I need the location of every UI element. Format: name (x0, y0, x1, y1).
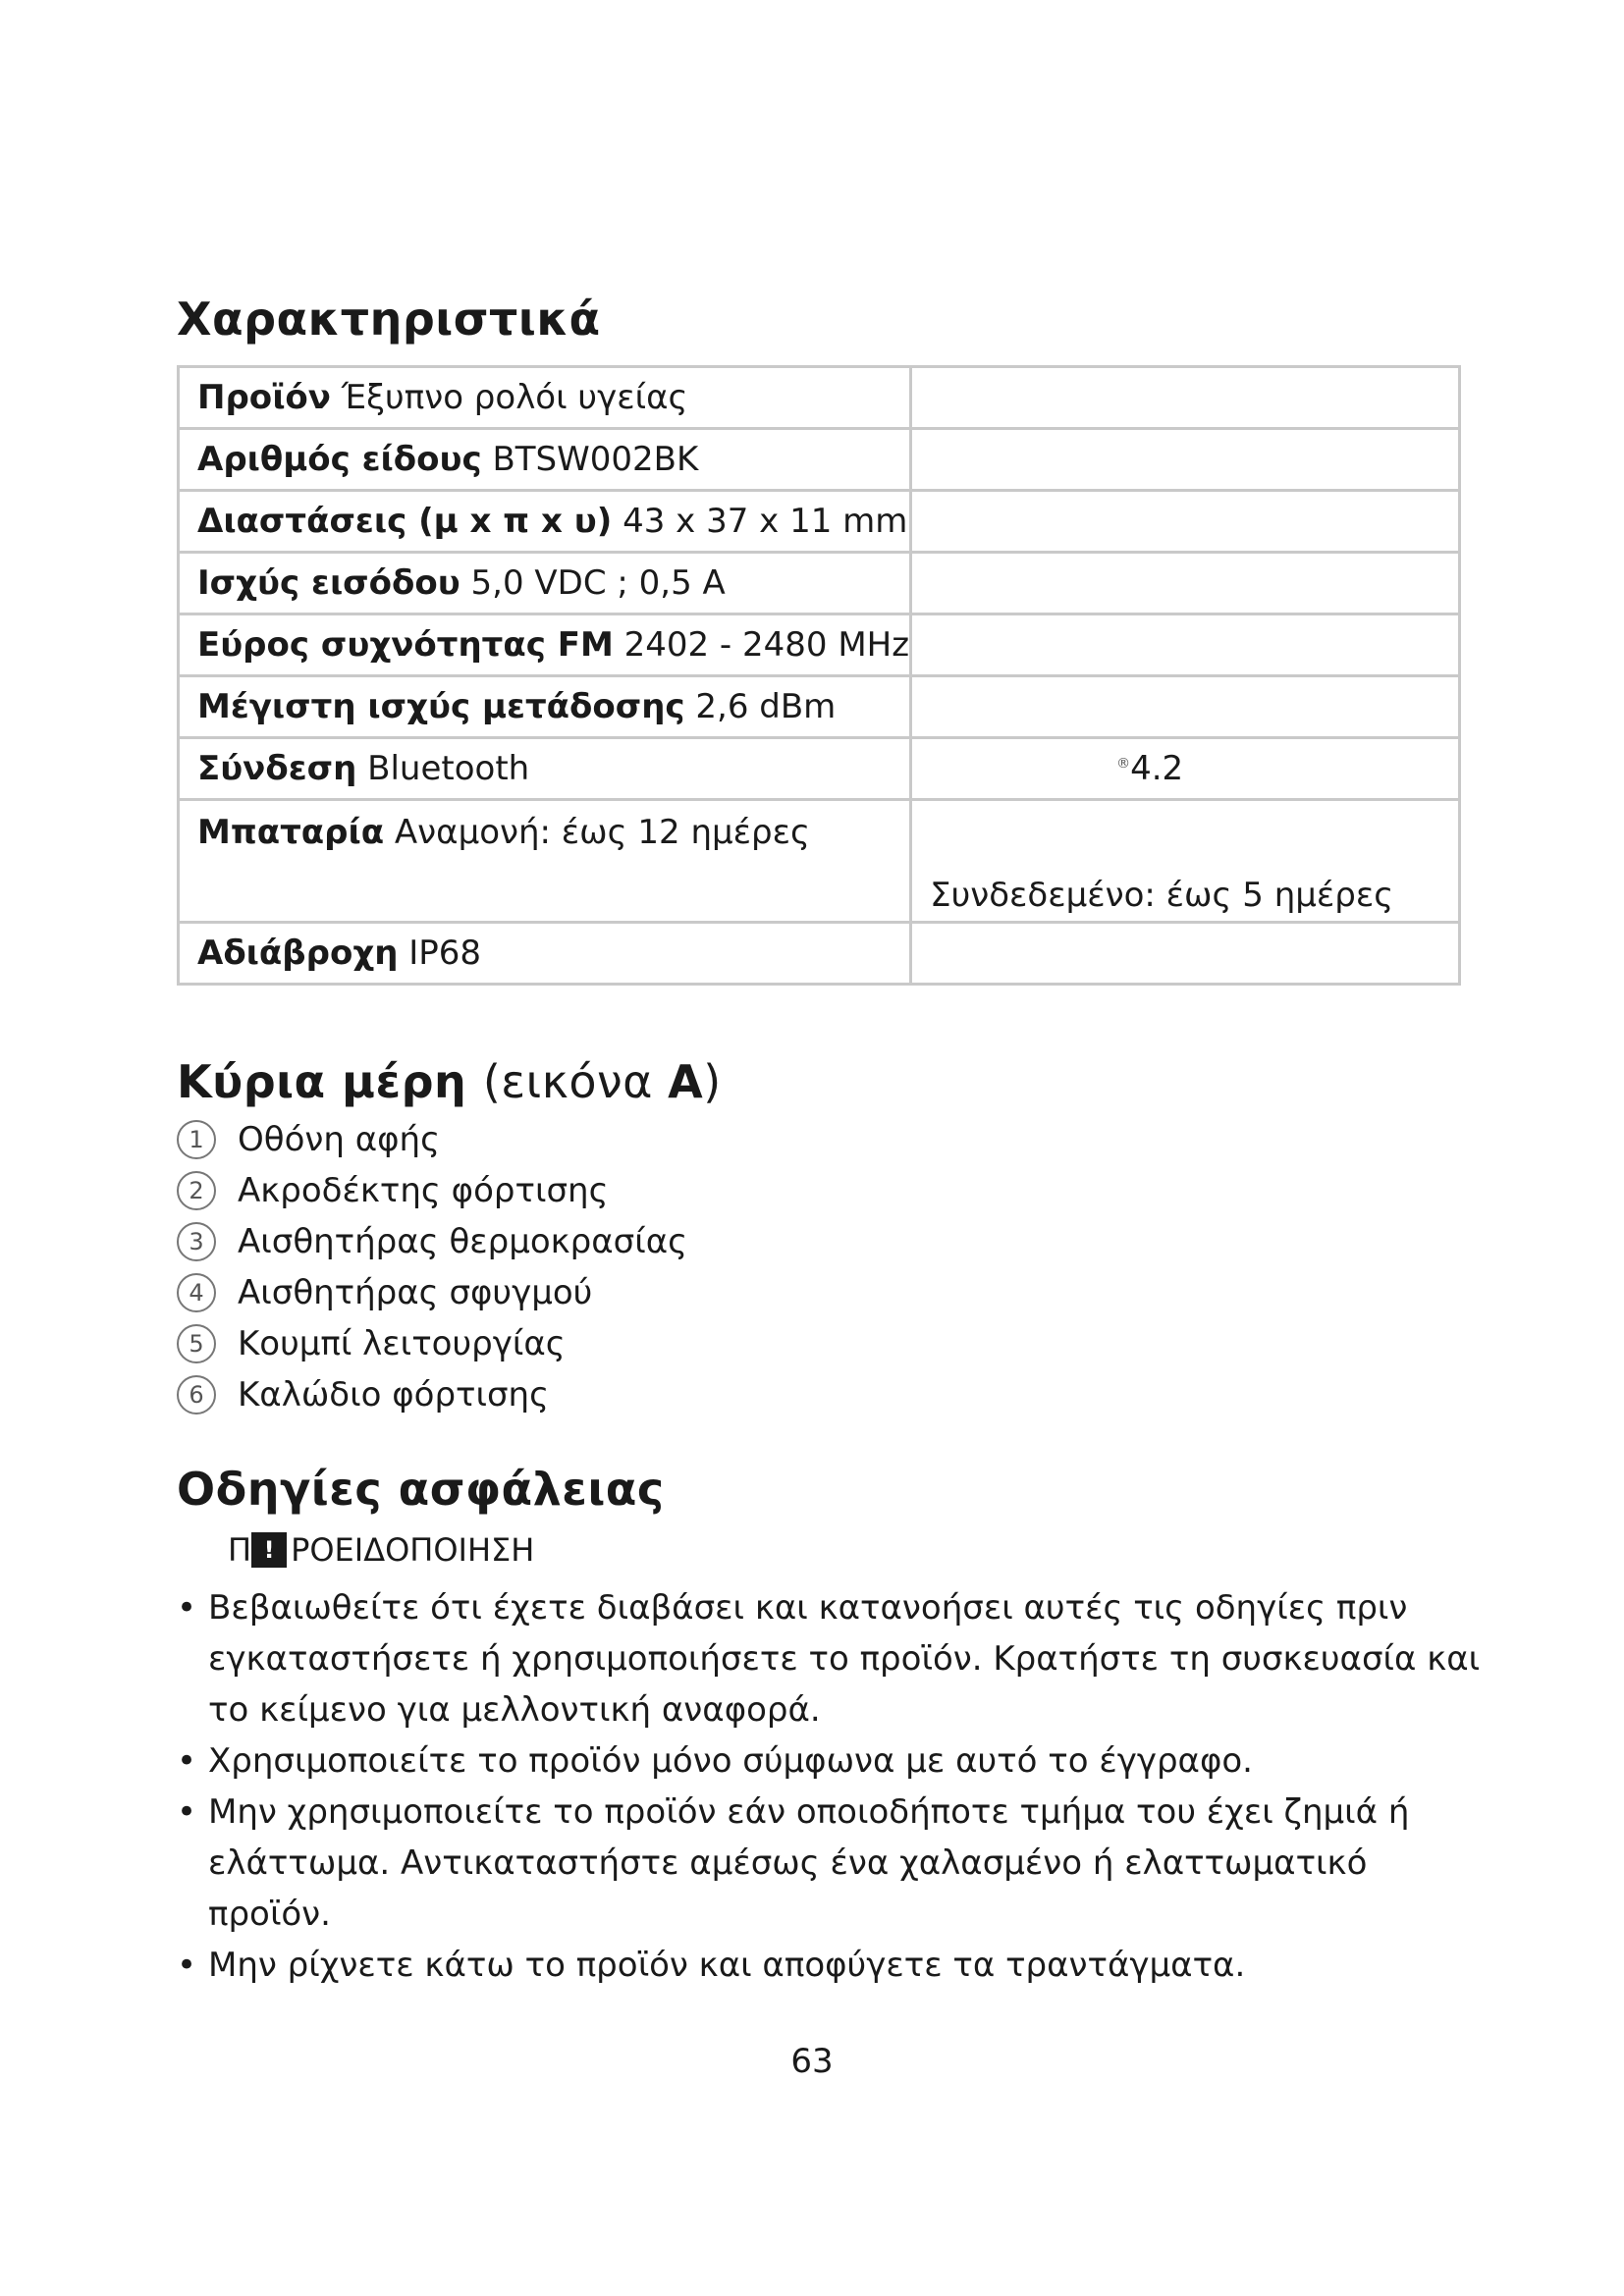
list-item (177, 1216, 687, 1267)
spec-key: Προϊόν (197, 378, 331, 417)
warning-text: ΡΟΕΙΔΟΠΟΙΗΣΗ (291, 1531, 535, 1569)
spec-key: Αριθμός είδους (197, 440, 482, 479)
table-row (179, 738, 1460, 800)
spec-value: 43 x 37 x 11 mm (623, 502, 908, 541)
figure-ref-open: (εικόνα (482, 1055, 669, 1108)
part-number: 1 (177, 1120, 216, 1159)
warning-label (228, 1531, 534, 1569)
spec-key: Σύνδεση (197, 749, 357, 788)
part-number: 6 (177, 1375, 216, 1415)
specifications-heading: Χαρακτηριστικά (177, 293, 601, 346)
list-item (177, 1165, 687, 1216)
spec-value: 2402 - 2480 MHz (623, 625, 910, 665)
figure-ref-close: ) (703, 1055, 722, 1108)
part-number: 4 (177, 1273, 216, 1312)
list-item (177, 1318, 687, 1369)
part-number: 3 (177, 1222, 216, 1261)
spec-value: 5,0 VDC ; 0,5 A (470, 563, 726, 603)
battery-connected: Συνδεδεμένο: έως 5 ημέρες (930, 876, 1394, 915)
table-row (179, 676, 1460, 738)
bluetooth-version: 4.2 (1130, 749, 1184, 788)
list-item: • Βεβαιωθείτε ότι έχετε διαβάσει και κατανοήσει αυτές τις οδηγίες πριν εγκαταστήσετε ή χρησιμοποιήσετε το προϊόν. Κρατήστε τη συσκευασία και το κείμενο για μελλοντική αναφορά. (177, 1582, 1483, 1735)
page-number: 63 (790, 2042, 834, 2081)
main-parts-title: Κύρια μέρη (177, 1055, 467, 1108)
spec-value: Έξυπνο ρολόι υγείας (341, 378, 688, 417)
spec-value: IP68 (408, 934, 482, 973)
table-row (179, 491, 1460, 553)
safety-heading: Οδηγίες ασφάλειας (177, 1463, 665, 1516)
spec-value: 2,6 dBm (695, 687, 837, 726)
table-row (179, 429, 1460, 491)
table-row (179, 800, 1460, 923)
spec-key: Μέγιστη ισχύς μετάδοσης (197, 687, 685, 726)
warning-prefix: Π (228, 1531, 252, 1569)
registered-mark: ® (1116, 755, 1131, 772)
part-number: 5 (177, 1324, 216, 1363)
list-item (177, 1267, 687, 1318)
warning-icon: ! (251, 1532, 287, 1568)
spec-key: Αδιάβροχη (197, 934, 399, 973)
part-label: Κουμπί λειτουργίας (238, 1324, 566, 1363)
part-label: Αισθητήρας θερμοκρασίας (238, 1222, 688, 1261)
table-row (179, 367, 1460, 429)
list-item (177, 1114, 687, 1165)
table-row (179, 614, 1460, 676)
part-label: Οθόνη αφής (238, 1120, 441, 1159)
spec-key: Ισχύς εισόδου (197, 563, 460, 603)
specifications-table (177, 365, 1461, 986)
part-label: Ακροδέκτης φόρτισης (238, 1171, 609, 1210)
main-parts-heading (177, 1055, 722, 1108)
list-item: • Μην χρησιμοποιείτε το προϊόν εάν οποιοδήποτε τμήμα του έχει ζημιά ή ελάττωμα. Αντικαταστήστε αμέσως ένα χαλασμένο ή ελαττωματικό προϊόν. (177, 1787, 1483, 1940)
spec-key: Διαστάσεις (μ x π x υ) (197, 502, 613, 541)
spec-key: Εύρος συχνότητας FM (197, 625, 614, 665)
spec-value: BTSW002BK (492, 440, 699, 479)
spec-value: Bluetooth (367, 749, 530, 788)
table-row (179, 553, 1460, 614)
parts-list (177, 1114, 687, 1420)
part-label: Καλώδιο φόρτισης (238, 1375, 550, 1415)
spec-value: Αναμονή: έως 12 ημέρες (394, 813, 810, 852)
list-item: • Χρησιμοποιείτε το προϊόν μόνο σύμφωνα με αυτό το έγγραφο. (177, 1735, 1483, 1787)
safety-list (177, 1582, 1483, 1991)
list-item (177, 1369, 687, 1420)
figure-letter: A (668, 1055, 704, 1108)
part-number: 2 (177, 1171, 216, 1210)
spec-key: Μπαταρία (197, 813, 385, 852)
part-label: Αισθητήρας σφυγμού (238, 1273, 593, 1312)
list-item: • Μην ρίχνετε κάτω το προϊόν και αποφύγετε τα τραντάγματα. (177, 1940, 1483, 1991)
table-row (179, 923, 1460, 985)
